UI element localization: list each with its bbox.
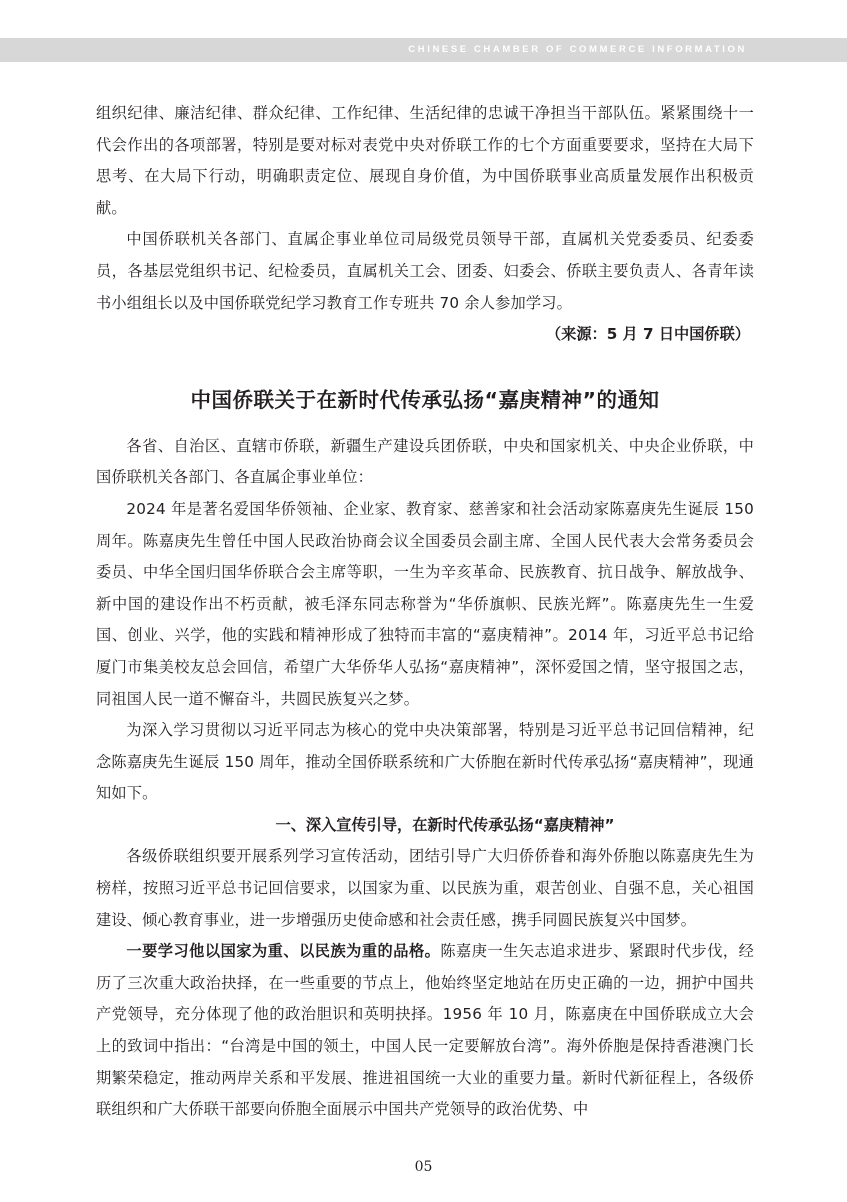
point-body: 陈嘉庚一生矢志追求进步、紧跟时代步伐，经历了三次重大政治抉择，在一些重要的节点上，他始终坚定地站在历史正确的一边，拥护中国共产党领导，充分体现了他的政治胆识和英明抉择。1956 年 10 月，陈嘉庚在中国侨联成立大会上的致词中指出：“台湾是中国的领土，中国人民一定要解放台湾”。海外侨胞是保持香港澳门长期繁荣稳定，推动两岸关系和平发展、推进祖国统一大业的重要力量。新时代新征程上，各级侨联组织和广大侨联干部要向侨胞全面展示中国共产党领导的政治优势、中 bbox=[96, 942, 755, 1119]
notice-paragraph-purpose: 为深入学习贯彻以习近平同志为核心的党中央决策部署，特别是习近平总书记回信精神，纪念陈嘉庚先生诞辰 150 周年，推动全国侨联系统和广大侨胞在新时代传承弘扬“嘉庚精神”，现通知如下。 bbox=[96, 721, 754, 803]
article-continued-paragraph: 组织纪律、廉洁纪律、群众纪律、工作纪律、生活纪律的忠诚干净担当干部队伍。紧紧围绕十一代会作出的各项部署，特别是要对标对表党中央对侨联工作的七个方面重要要求，坚持在大局下思考、在大局下行动，明确职责定位、展现自身价值，为中国侨联事业高质量发展作出积极贡献。 bbox=[96, 104, 754, 217]
article-source: （来源：5 月 7 日中国侨联） bbox=[545, 325, 750, 344]
notice-paragraph-background: 2024 年是著名爱国华侨领袖、企业家、教育家、慈善家和社会活动家陈嘉庚先生诞辰 150 周年。陈嘉庚先生曾任中国人民政治协商会议全国委员会副主席、全国人民代表大会常务委员会委员、中华全国归国华侨联合会主席等职，一生为辛亥革命、民族教育、抗日战争、解放战争、新中国的建设作出不朽贡献，被毛泽东同志称誉为“华侨旗帜、民族光辉”。陈嘉庚先生一生爱国、创业、兴学，他的实践和精神形成了独特而丰富的“嘉庚精神”。2014 年，习近平总书记给厦门市集美校友总会回信，希望广大华侨华人弘扬“嘉庚精神”，深怀爱国之情，坚守报国之志，同祖国人民一道不懈奋斗，共圆民族复兴之梦。 bbox=[96, 499, 754, 708]
running-header-title: CHINESE CHAMBER OF COMMERCE INFORMATION bbox=[408, 44, 747, 55]
attendees-paragraph: 中国侨联机关各部门、直属企事业单位司局级党员领导干部，直属机关党委委员、纪委委员，各基层党组织书记、纪检委员，直属机关工会、团委、妇委会、侨联主要负责人、各青年读书小组组长以及中国侨联党纪学习教育工作专班共 70 余人参加学习。 bbox=[96, 230, 754, 312]
page-number: 05 bbox=[414, 1159, 433, 1175]
running-header-band bbox=[0, 38, 847, 62]
point-lead: 一要学习他以国家为重、以民族为重的品格。 bbox=[126, 942, 441, 961]
section-heading: 一、深入宣传引导，在新时代传承弘扬“嘉庚精神” bbox=[275, 815, 615, 834]
notice-title: 中国侨联关于在新时代传承弘扬“嘉庚精神”的通知 bbox=[190, 387, 660, 412]
section-paragraph: 各级侨联组织要开展系列学习宣传活动，团结引导广大归侨侨眷和海外侨胞以陈嘉庚先生为榜样，按照习近平总书记回信要求，以国家为重、以民族为重，艰苦创业、自强不息，关心祖国建设、倾心教育事业，进一步增强历史使命感和社会责任感，携手同圆民族复兴中国梦。 bbox=[96, 847, 754, 929]
page-body bbox=[96, 98, 754, 1126]
notice-salutation: 各省、自治区、直辖市侨联，新疆生产建设兵团侨联，中央和国家机关、中央企业侨联，中国侨联机关各部门、各直属企事业单位： bbox=[96, 436, 754, 487]
point-paragraph bbox=[96, 936, 754, 1126]
